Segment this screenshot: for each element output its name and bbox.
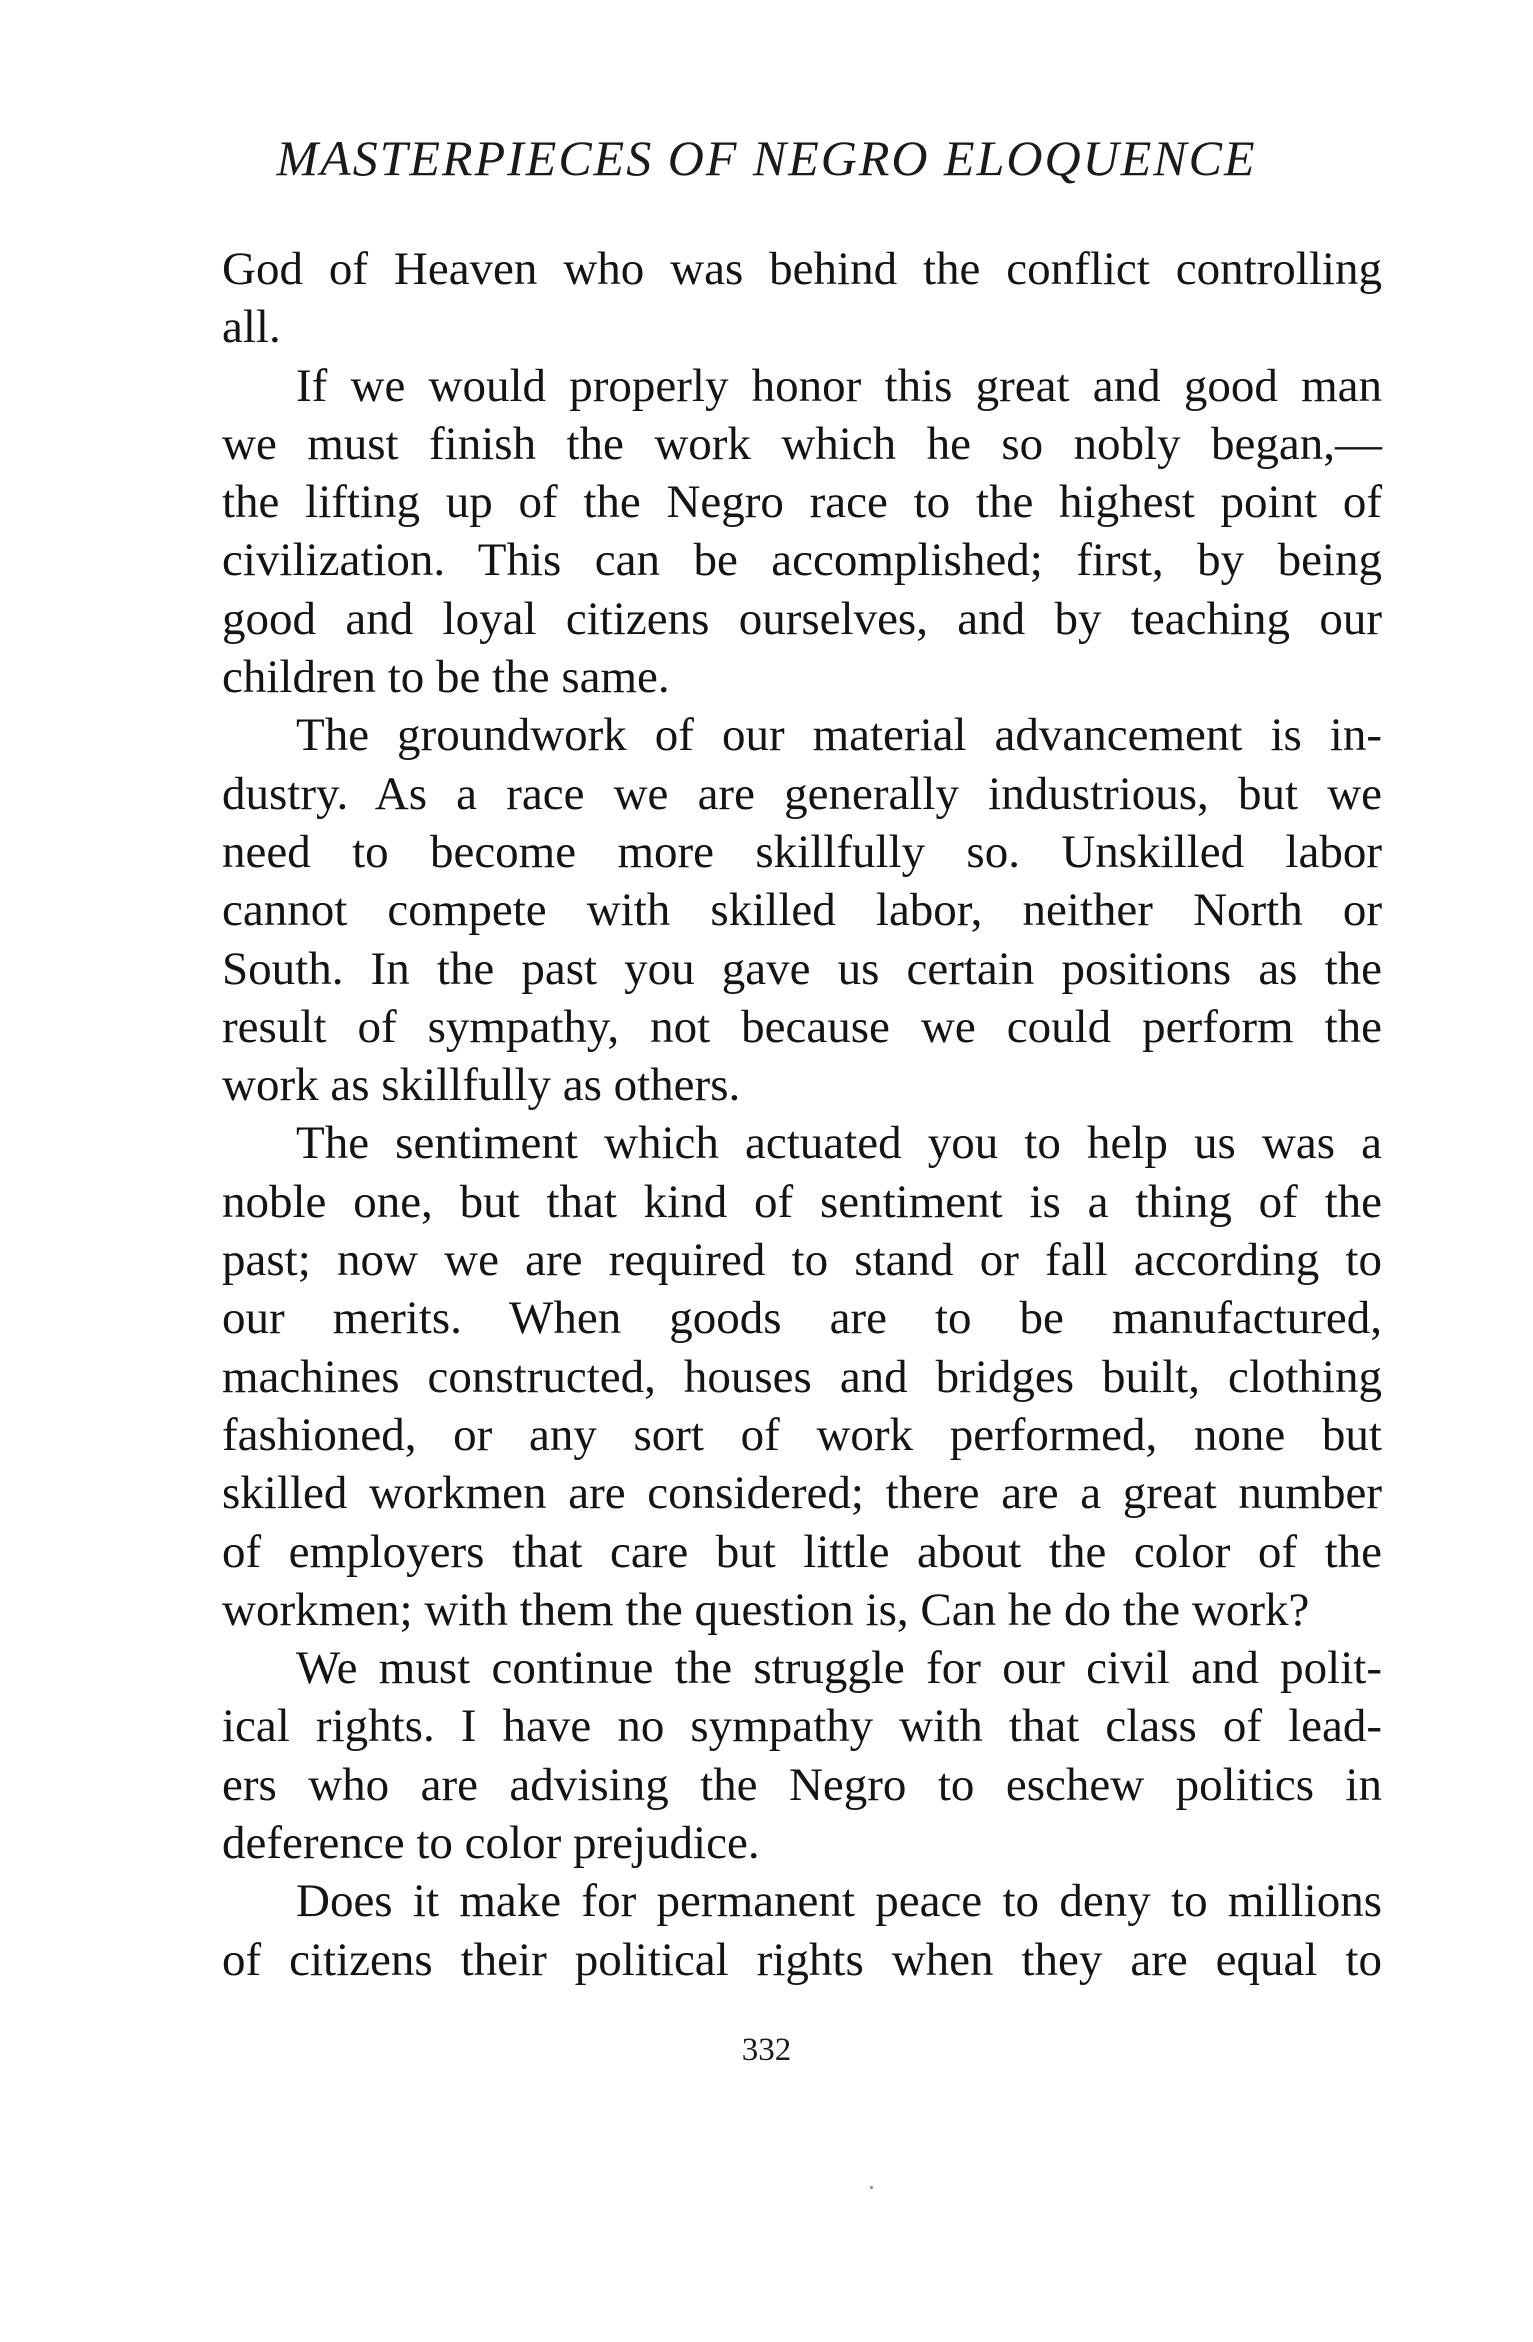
paragraph	[222, 1872, 1382, 1989]
text-line: our merits. When goods are to be manufactured,	[222, 1292, 1382, 1345]
text-line: the lifting up of the Negro race to the highest point of	[222, 476, 1382, 529]
text-line: machines constructed, houses and bridges built, clothing	[222, 1350, 1382, 1403]
text-line: fashioned, or any sort of work performed, none but	[222, 1408, 1382, 1461]
body-text	[222, 240, 1382, 1989]
text-line: of employers that care but little about the color of the	[222, 1525, 1382, 1578]
paper-speck	[870, 2186, 873, 2189]
text-line: skilled workmen are considered; there are a great number	[222, 1467, 1382, 1520]
text-line: The sentiment which actuated you to help us was a	[296, 1117, 1382, 1170]
paragraph	[222, 1639, 1382, 1872]
text-line: of citizens their political rights when they are equal to	[222, 1933, 1382, 1986]
text-line: workmen; with them the question is, Can he do the work?	[222, 1583, 1310, 1636]
text-line: ers who are advising the Negro to eschew politics in	[222, 1758, 1382, 1811]
page-number: 332	[741, 2032, 792, 2068]
text-line: deference to color prejudice.	[222, 1817, 760, 1870]
text-line: The groundwork of our material advancement is in-	[296, 709, 1382, 762]
text-line: cannot compete with skilled labor, neither North or	[222, 884, 1382, 937]
text-line: dustry. As a race we are generally industrious, but we	[222, 767, 1382, 820]
text-line: civilization. This can be accomplished; first, by being	[222, 534, 1382, 587]
text-line: South. In the past you gave us certain positions as the	[222, 942, 1382, 995]
text-line: we must finish the work which he so nobly began,—	[222, 417, 1382, 470]
text-line: We must continue the struggle for our civil and polit-	[296, 1642, 1382, 1695]
paragraph	[222, 357, 1382, 707]
text-line: ical rights. I have no sympathy with that class of lead-	[222, 1700, 1382, 1753]
text-line: noble one, but that kind of sentiment is a thing of the	[222, 1175, 1382, 1228]
text-line: Does it make for permanent peace to deny to millions	[296, 1875, 1382, 1928]
text-line: children to be the same.	[222, 651, 670, 704]
text-line: result of sympathy, not because we could perform the	[222, 1000, 1382, 1053]
running-head: MASTERPIECES OF NEGRO ELOQUENCE	[276, 130, 1257, 186]
text-line: need to become more skillfully so. Unskilled labor	[222, 825, 1382, 878]
text-line: good and loyal citizens ourselves, and by teaching our	[222, 592, 1382, 645]
text-line: all.	[222, 301, 281, 354]
text-line: God of Heaven who was behind the conflict controlling	[222, 243, 1382, 295]
paragraph	[222, 240, 1382, 357]
text-line: If we would properly honor this great and good man	[296, 359, 1382, 412]
paragraph	[222, 706, 1382, 1114]
text-line: past; now we are required to stand or fall according to	[222, 1234, 1382, 1287]
paragraph	[222, 1114, 1382, 1639]
text-line: work as skillfully as others.	[222, 1059, 741, 1112]
